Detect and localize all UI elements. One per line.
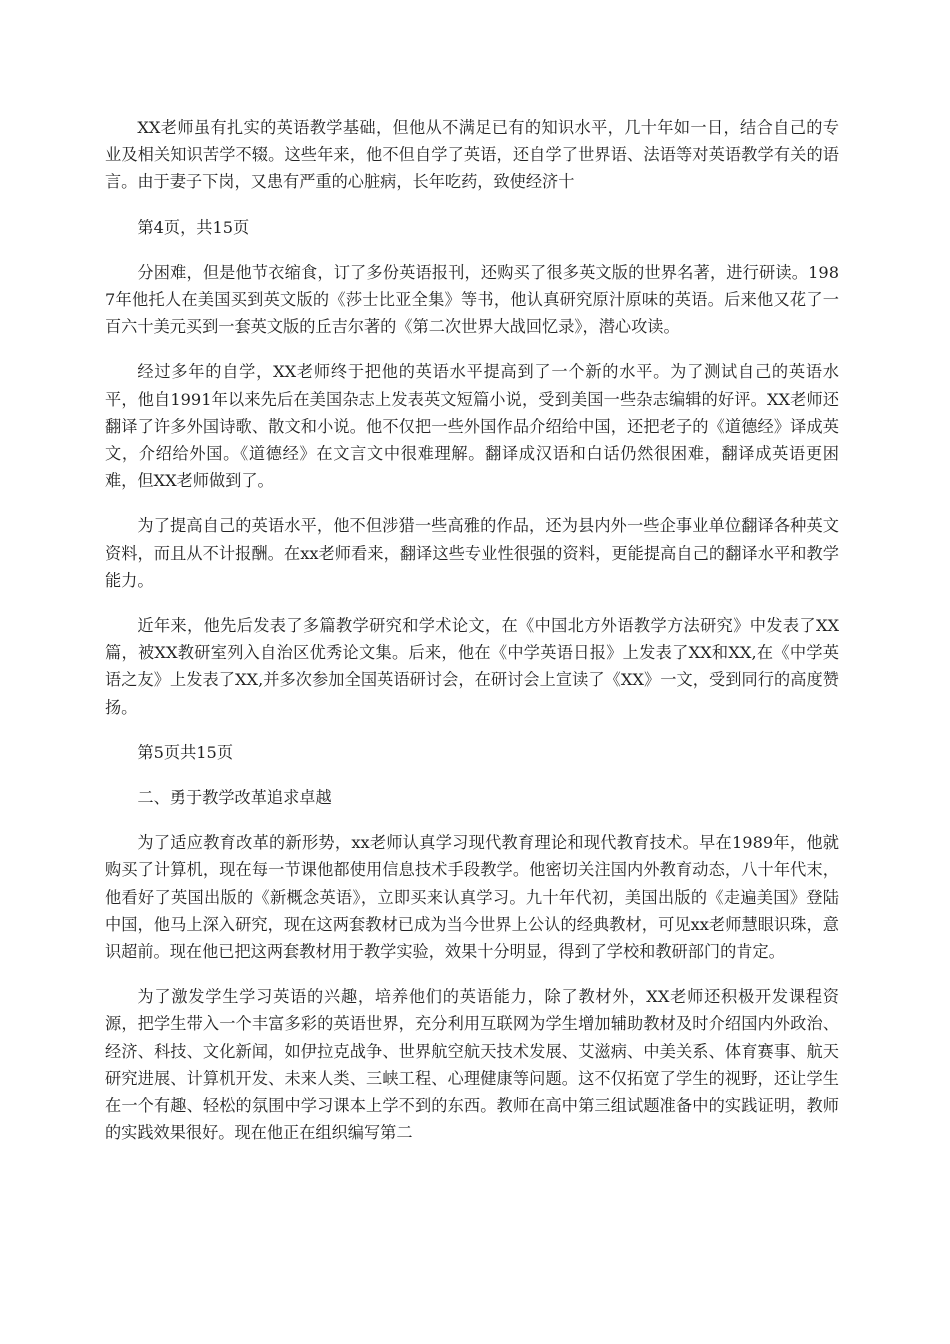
document-page — [105, 114, 839, 1165]
paragraph-curriculum-resources: 为了激发学生学习英语的兴趣，培养他们的英语能力，除了教材外，XX老师还积极开发课程资源，把学生带入一个丰富多彩的英语世界，充分利用互联网为学生增加辅助教材及时介绍国内外政治、经济、科技、文化新闻，如伊拉克战争、世界航空航天技术发展、艾滋病、中美关系、体育赛事、航天研究进展、计算机开发、未来人类、三峡工程、心理健康等问题。这不仅拓宽了学生的视野，还让学生在一个有趣、轻松的氛围中学习课本上学不到的东西。教师在高中第三组试题准备中的实践证明，教师的实践效果很好。现在他正在组织编写第二 — [105, 987, 839, 1143]
paragraph-frugal-reading: 分困难，但是他节衣缩食，订了多份英语报刊，还购买了很多英文版的世界名著，进行研读。1987年他托人在美国买到英文版的《莎士比亚全集》等书，他认真研究原汁原味的英语。后来他又花了一百六十美元买到一套英文版的丘吉尔著的《第二次世界大战回忆录》，潜心攻读。 — [105, 262, 839, 337]
paragraph-translation-work: 为了提高自己的英语水平，他不但涉猎一些高雅的作品，还为县内外一些企事业单位翻译各种英文资料，而且从不计报酬。在xx老师看来，翻译这些专业性很强的资料，更能提高自己的翻译水平和教学能力。 — [105, 516, 839, 590]
page-marker-5: 第5页共15页 — [137, 742, 234, 762]
paragraph-publications: 近年来，他先后发表了多篇教学研究和学术论文，在《中国北方外语教学方法研究》中发表了XX篇，被XX教研室列入自治区优秀论文集。后来，他在《中学英语日报》上发表了XX和XX,在《中学英语之友》上发表了XX,并多次参加全国英语研讨会，在研讨会上宣读了《XX》一文，受到同行的高度赞扬。 — [105, 616, 839, 717]
page-marker-4: 第4页，共15页 — [137, 217, 250, 237]
paragraph-teaching-reform: 为了适应教育改革的新形势，xx老师认真学习现代教育理论和现代教育技术。早在1989年，他就购买了计算机，现在每一节课他都使用信息技术手段教学。他密切关注国内外教育动态，八十年代末，他看好了英国出版的《新概念英语》，立即买来认真学习。九十年代初，美国出版的《走遍美国》登陆中国，他马上深入研究，现在这两套教材已成为当今世界上公认的经典教材，可见xx老师慧眼识珠，意识超前。现在他已把这两套教材用于教学实验，效果十分明显，得到了学校和教研部门的肯定。 — [105, 833, 839, 962]
paragraph-self-study: XX老师虽有扎实的英语教学基础，但他从不满足已有的知识水平，几十年如一日，结合自己的专业及相关知识苦学不辍。这些年来，他不但自学了英语，还自学了世界语、法语等对英语教学有关的语言。由于妻子下岗，又患有严重的心脏病，长年吃药，致使经济十 — [105, 118, 839, 192]
section-heading: 二、勇于教学改革追求卓越 — [137, 788, 332, 808]
paragraph-english-level: 经过多年的自学，XX老师终于把他的英语水平提高到了一个新的水平。为了测试自己的英语水平，他自1991年以来先后在美国杂志上发表英文短篇小说，受到美国一些杂志编辑的好评。XX老师还翻译了许多外国诗歌、散文和小说。他不仅把一些外国作品介绍给中国，还把老子的《道德经》译成英文，介绍给外国。《道德经》在文言文中很难理解。翻译成汉语和白话仍然很困难，翻译成英语更困难，但XX老师做到了。 — [105, 362, 839, 491]
